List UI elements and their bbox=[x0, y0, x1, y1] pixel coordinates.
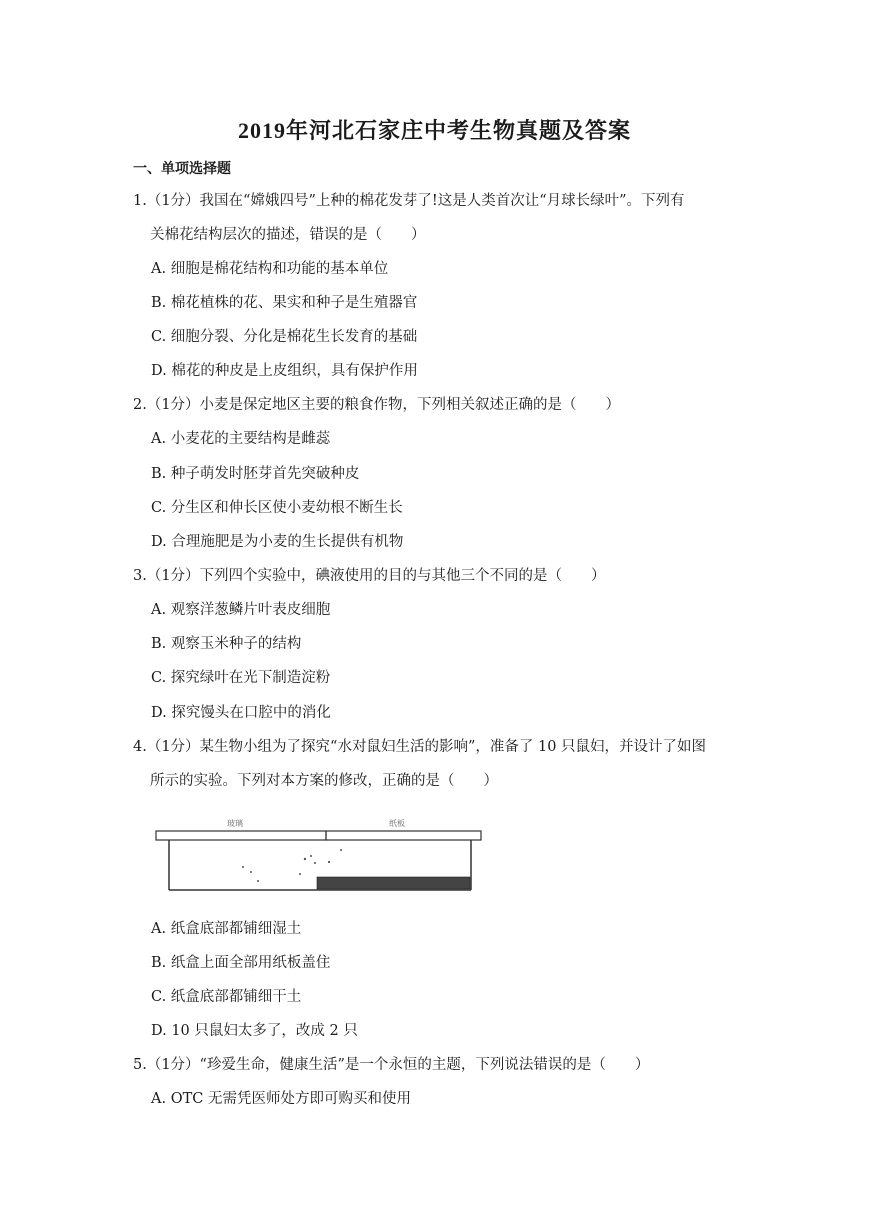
question-5-option-a: A. OTC 无需凭医师处方即可购买和使用 bbox=[151, 1091, 411, 1107]
figure-label-board: 纸板 bbox=[389, 819, 405, 828]
question-1-option-c: C. 细胞分裂、分化是棉花生长发育的基础 bbox=[151, 329, 418, 345]
section-heading: 一、单项选择题 bbox=[133, 161, 231, 177]
glass-cover bbox=[156, 831, 326, 840]
figure-label-glass: 玻璃 bbox=[227, 819, 243, 828]
question-4-stem-line-1: 4.（1分）某生物小组为了探究“水对鼠妇生活的影响”，准备了 10 只鼠妇，并设计了如图 bbox=[133, 739, 707, 755]
question-2-option-c: C. 分生区和伸长区使小麦幼根不断生长 bbox=[151, 500, 403, 516]
question-1-option-a: A. 细胞是棉花结构和功能的基本单位 bbox=[151, 261, 389, 277]
question-4-option-b: B. 纸盒上面全部用纸板盖住 bbox=[151, 955, 331, 971]
question-3-option-d: D. 探究馒头在口腔中的消化 bbox=[151, 705, 331, 721]
board-cover bbox=[326, 831, 481, 840]
question-3-option-a: A. 观察洋葱鳞片叶表皮细胞 bbox=[151, 602, 331, 618]
question-4-option-a: A. 纸盒底部都铺细湿土 bbox=[151, 921, 302, 937]
question-3-stem: 3.（1分）下列四个实验中，碘液使用的目的与其他三个不同的是（ ） bbox=[133, 568, 606, 584]
question-1-option-b: B. 棉花植株的花、果实和种子是生殖器官 bbox=[151, 295, 418, 311]
question-4-option-c: C. 纸盒底部都铺细干土 bbox=[151, 989, 302, 1005]
question-1-stem-line-2: 关棉花结构层次的描述，错误的是（ ） bbox=[150, 227, 426, 243]
question-2-stem: 2.（1分）小麦是保定地区主要的粮食作物，下列相关叙述正确的是（ ） bbox=[133, 397, 621, 413]
page-title: 2019年河北石家庄中考生物真题及答案 bbox=[237, 118, 631, 143]
question-1-stem-line-1: 1.（1分）我国在“嫦娥四号”上种的棉花发芽了!这是人类首次让“月球长绿叶”。下列有 bbox=[133, 193, 685, 209]
question-1-option-d: D. 棉花的种皮是上皮组织，具有保护作用 bbox=[151, 363, 418, 379]
woodlouse-experiment-figure bbox=[155, 815, 483, 893]
question-3-option-c: C. 探究绿叶在光下制造淀粉 bbox=[151, 670, 331, 686]
moist-soil bbox=[317, 877, 470, 889]
question-2-option-a: A. 小麦花的主要结构是雌蕊 bbox=[151, 431, 331, 447]
question-5-stem: 5.（1分）“珍爱生命，健康生活”是一个永恒的主题，下列说法错误的是（ ） bbox=[133, 1057, 650, 1073]
question-3-option-b: B. 观察玉米种子的结构 bbox=[151, 636, 302, 652]
question-4-option-d: D. 10 只鼠妇太多了，改成 2 只 bbox=[151, 1023, 358, 1039]
question-2-option-b: B. 种子萌发时胚芽首先突破种皮 bbox=[151, 466, 360, 482]
question-4-stem-line-2: 所示的实验。下列对本方案的修改，正确的是（ ） bbox=[150, 773, 498, 789]
question-2-option-d: D. 合理施肥是为小麦的生长提供有机物 bbox=[151, 534, 404, 550]
